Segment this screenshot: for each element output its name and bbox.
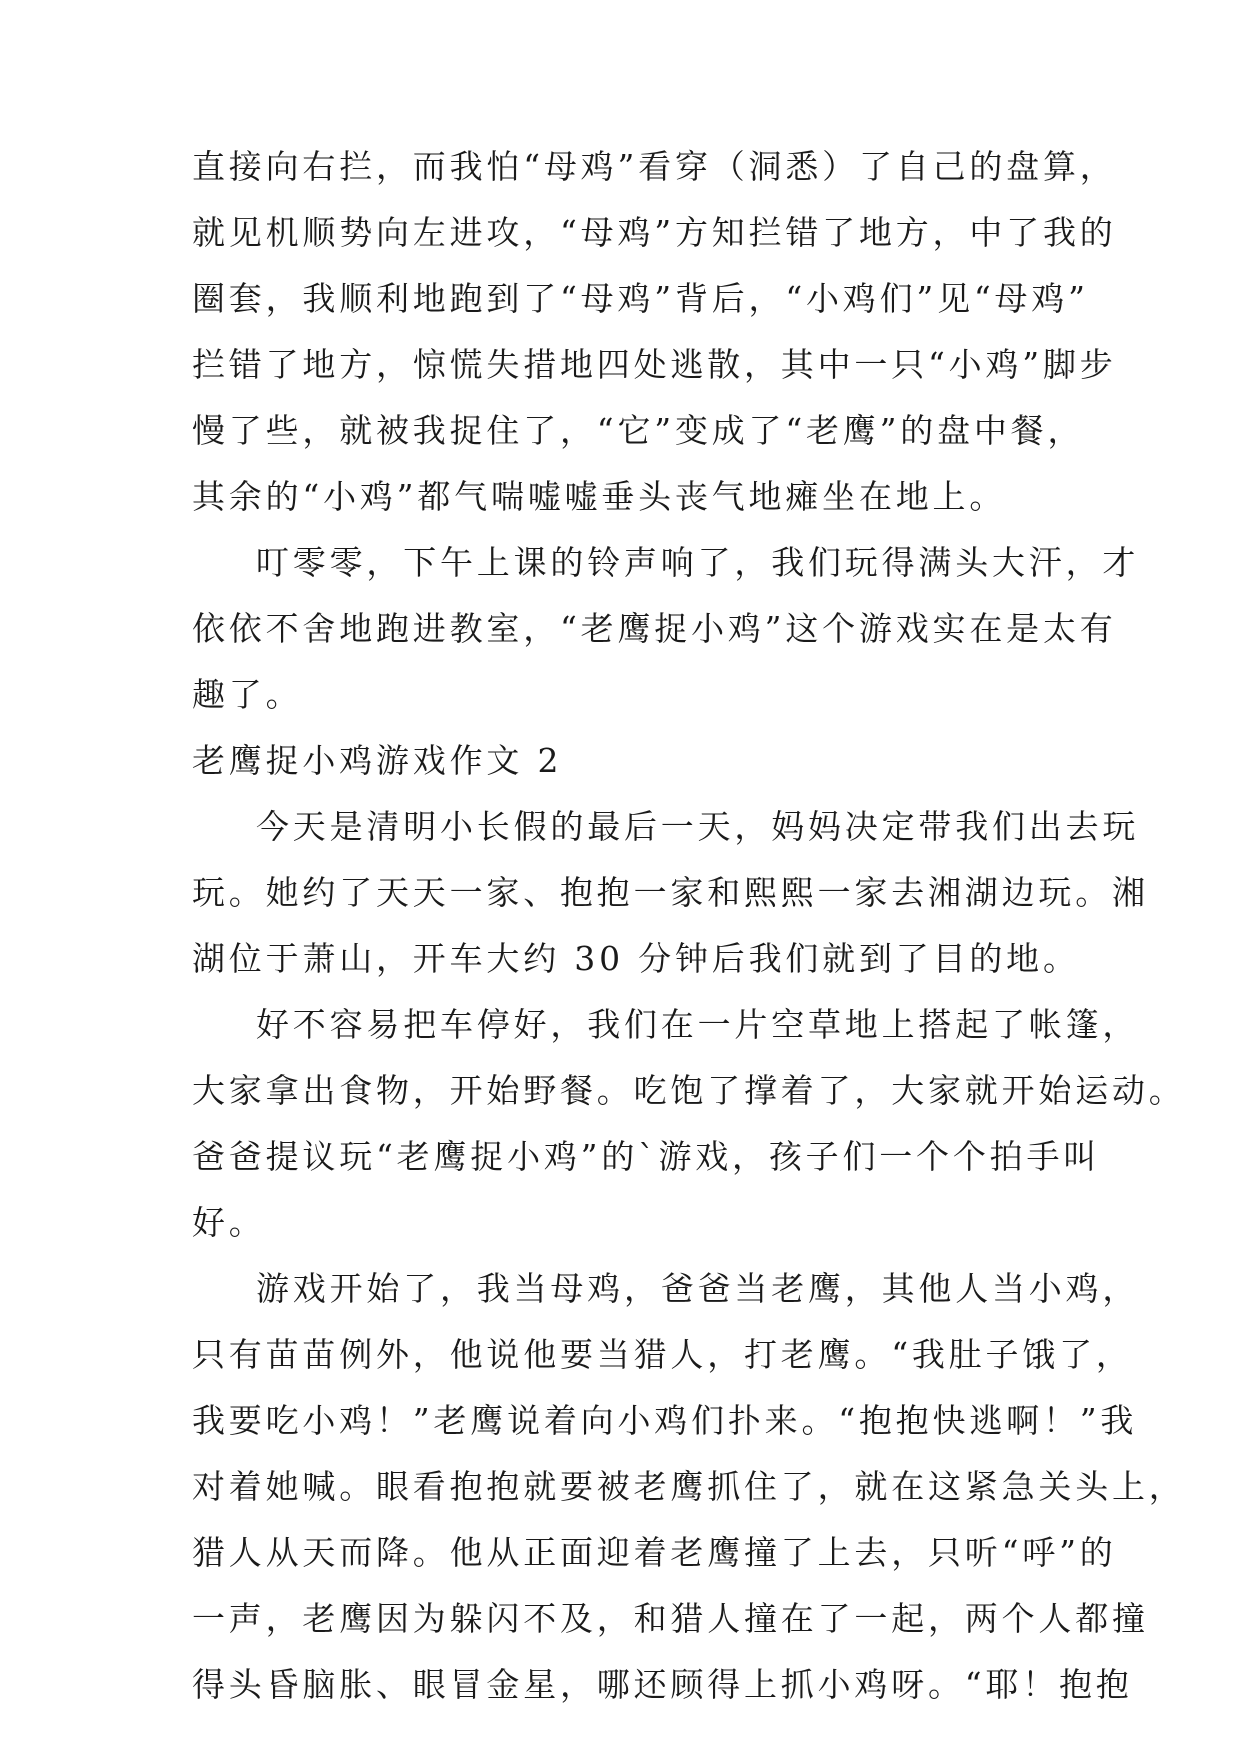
text-line: 我要吃小鸡！”老鹰说着向小鸡们扑来。“抱抱快逃啊！”我 — [192, 1401, 1138, 1440]
text-line: 一声，老鹰因为躲闪不及，和猎人撞在了一起，两个人都撞 — [192, 1599, 1149, 1638]
text-line: 直接向右拦，而我怕“母鸡”看穿（洞悉）了自己的盘算， — [192, 147, 1117, 186]
text-line: 只有苗苗例外，他说他要当猎人，打老鹰。“我肚子饿了， — [192, 1335, 1133, 1374]
paragraph-first-line: 今天是清明小长假的最后一天，妈妈决定带我们出去玩 — [256, 807, 1140, 846]
text-line: 慢了些，就被我捉住了，“它”变成了“老鹰”的盘中餐， — [192, 411, 1085, 450]
text-line: 依依不舍地跑进教室，“老鹰捉小鸡”这个游戏实在是太有 — [192, 609, 1117, 648]
text-line: 圈套，我顺利地跑到了“母鸡”背后，“小鸡们”见“母鸡” — [192, 279, 1089, 318]
text-line: 对着她喊。眼看抱抱就要被老鹰抓住了，就在这紧急关头上， — [192, 1467, 1186, 1506]
text-line: 大家拿出食物，开始野餐。吃饱了撑着了，大家就开始运动。 — [192, 1071, 1186, 1110]
text-line: 猎人从天而降。他从正面迎着老鹰撞了上去，只听“呼”的 — [192, 1533, 1117, 1572]
text-line: 趣了。 — [192, 675, 303, 714]
text-line: 其余的“小鸡”都气喘嘘嘘垂头丧气地瘫坐在地上。 — [192, 477, 1007, 516]
text-line: 玩。她约了天天一家、抱抱一家和熙熙一家去湘湖边玩。湘 — [192, 873, 1149, 912]
text-line: 就见机顺势向左进攻，“母鸡”方知拦错了地方，中了我的 — [192, 213, 1117, 252]
text-line: 湖位于萧山，开车大约 30 分钟后我们就到了目的地。 — [192, 939, 1080, 978]
paragraph-first-line: 叮零零，下午上课的铃声响了，我们玩得满头大汗，才 — [256, 543, 1140, 582]
text-line: 得头昏脑胀、眼冒金星，哪还顾得上抓小鸡呀。“耶！抱抱 — [192, 1665, 1133, 1704]
text-line: 好。 — [192, 1203, 266, 1242]
paragraph-first-line: 好不容易把车停好，我们在一片空草地上搭起了帐篷， — [256, 1005, 1140, 1044]
paragraph-first-line: 游戏开始了，我当母鸡，爸爸当老鹰，其他人当小鸡， — [256, 1269, 1140, 1308]
text-line: 爸爸提议玩“老鹰捉小鸡”的`游戏，孩子们一个个拍手叫 — [192, 1137, 1101, 1176]
section-heading: 老鹰捉小鸡游戏作文 2 — [192, 741, 563, 780]
text-line: 拦错了地方，惊慌失措地四处逃散，其中一只“小鸡”脚步 — [192, 345, 1117, 384]
